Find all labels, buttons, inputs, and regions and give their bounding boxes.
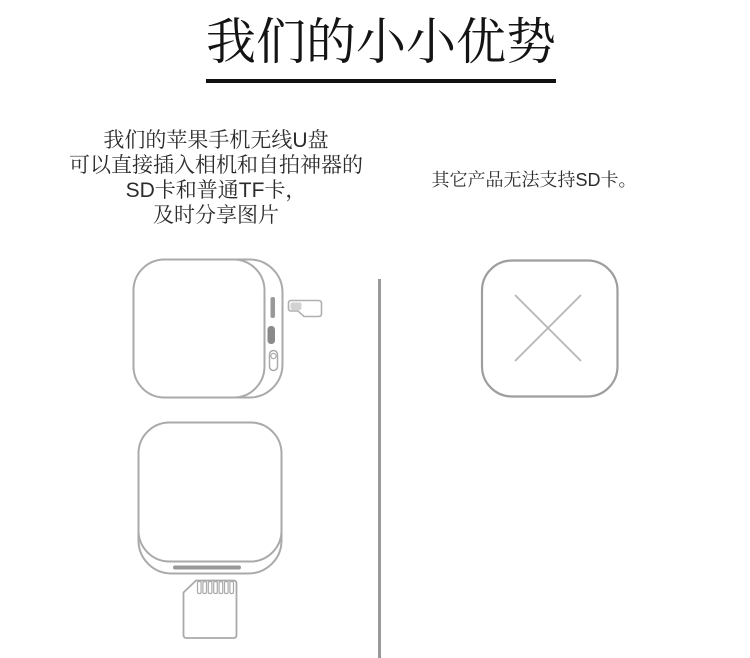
udisk-bottom-view-with-sd-card-figure [125, 415, 335, 658]
sd-slot-icon [268, 326, 276, 344]
other-product-crossed-out-figure [460, 245, 640, 415]
sd-card-pins [198, 582, 234, 594]
tf-slot-icon [271, 297, 276, 318]
tf-card-contact-pad [291, 303, 302, 311]
device-front-face [139, 423, 282, 562]
page-title-wrap [6, 14, 750, 83]
page-title: 我们的小小优势 [206, 14, 556, 83]
left-description-line: 我们的苹果手机无线U盘 [103, 129, 329, 152]
right-description: 其它产品无法支持SD卡。 [431, 170, 637, 190]
udisk-side-view-with-tf-card-figure [125, 250, 335, 400]
left-description [41, 128, 391, 228]
left-description-line: 可以直接插入相机和自拍神器的 [69, 154, 363, 177]
device-front-face [134, 260, 265, 398]
left-description-line: SD卡和普通TF卡， [125, 179, 307, 202]
product-outline [482, 261, 618, 397]
vertical-divider [378, 279, 381, 658]
left-description-line: 及时分享图片 [153, 204, 279, 227]
bottom-card-slot-icon [173, 566, 241, 570]
